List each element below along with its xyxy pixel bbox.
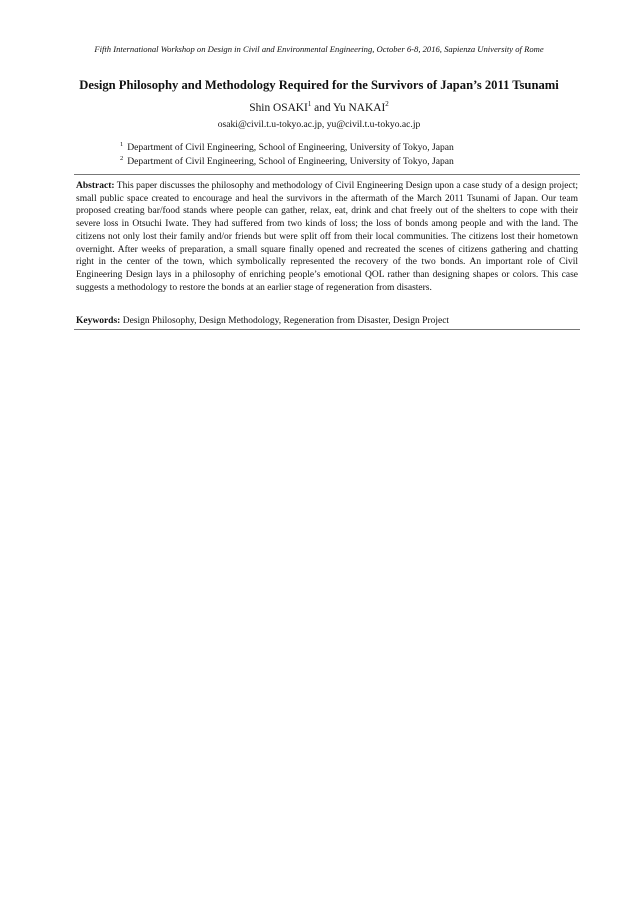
author-conjunction: and <box>311 102 334 114</box>
keywords-text: Design Philosophy, Design Methodology, Regeneration from Disaster, Design Project <box>122 316 450 326</box>
author-name: Shin OSAKI <box>249 102 308 114</box>
affiliation-text: Department of Civil Engineering, School of Engineering, University of Tokyo, Japan <box>127 142 454 153</box>
author-affiliation-mark: 1 <box>307 100 312 108</box>
author-affiliation-mark: 2 <box>385 100 389 108</box>
abstract-block <box>76 180 578 294</box>
affiliation-text: Department of Civil Engineering, School of Engineering, University of Tokyo, Japan <box>127 156 454 167</box>
affiliation-number: 1 <box>120 141 124 148</box>
author-name: Yu NAKAI <box>333 102 386 114</box>
affiliation-item <box>120 141 560 154</box>
affiliations <box>120 141 560 169</box>
running-header: Fifth International Workshop on Design in Civil and Environmental Engineering, October 6-8, 2016, Sapienza University of Rome <box>94 44 544 54</box>
abstract-text: This paper discusses the philosophy and methodology of Civil Engineering Design upon a case study of a design project; small public space created to encourage and heal the survivors in the aftermath of the March 2011 Tsunami of Japan. Our team proposed creating bar/food stands where people can gather, relax, eat, drink and chat freely out of the shelters to cope with their severe loss in Otsuchi Iwate. They had suffered from two kinds of loss; the loss of bonds among people and with the land. The citizens not only lost their family and/or friends but were split off from their local communities. The citizens lost their hometown overnight. After weeks of preparation, a small square finally opened and recreated the scenes of citizens gathering and chatting right in the center of the town, which symbolically represented the recovery of the two bonds. An important role of Civil Engineering Design lays in a philosophy of enriching people’s emotional QOL rather than designing shapes or colors. This case suggests a methodology to restore the bonds at an earlier stage of regeneration from disasters. <box>76 181 578 293</box>
paper-title: Design Philosophy and Methodology Required for the Survivors of Japan’s 2011 Tsunami <box>79 78 559 92</box>
abstract-label: Abstract: <box>76 181 115 191</box>
affiliation-item <box>120 155 560 168</box>
abstract-top-divider <box>74 174 580 175</box>
affiliation-number: 2 <box>120 155 124 162</box>
author-emails: osaki@civil.t.u-tokyo.ac.jp, yu@civil.t.u-tokyo.ac.jp <box>217 119 421 130</box>
abstract-bottom-divider <box>74 329 580 330</box>
author-line <box>40 101 598 115</box>
keywords-label: Keywords: <box>76 316 121 326</box>
keywords-block <box>76 315 578 327</box>
